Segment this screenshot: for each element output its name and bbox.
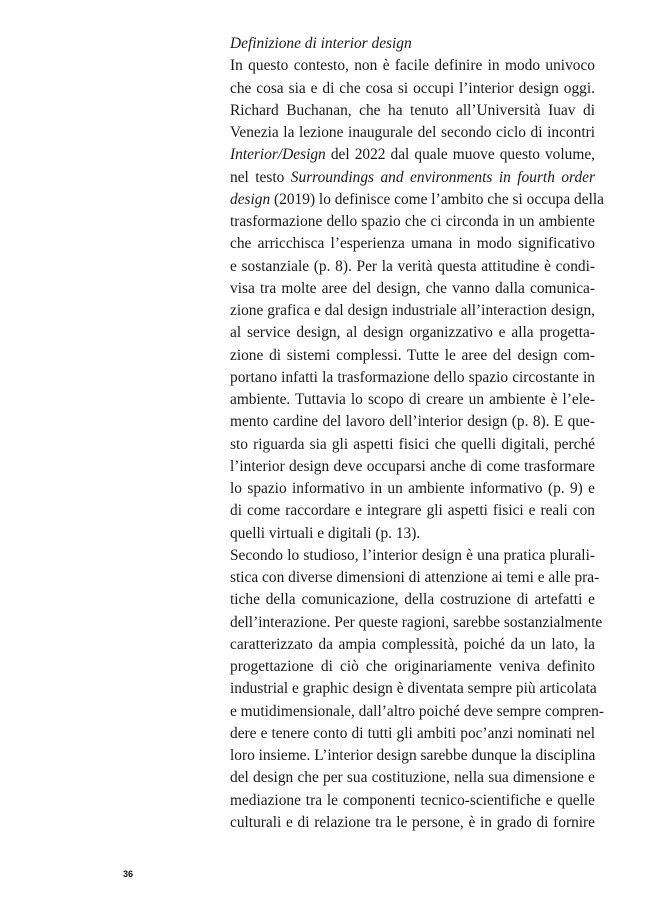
text-line: zione grafica e dal design industriale all’interaction design, xyxy=(230,302,595,319)
text-line: Richard Buchanan, che ha tenuto all’Università Iuav di xyxy=(230,101,595,119)
text-line: tiche della comunicazione, della costruzione di artefatti e xyxy=(230,591,595,609)
text-line: sto riguarda sia gli aspetti fisici che quelli digitali, perché xyxy=(230,435,595,453)
text-line: industrial e graphic design è diventata sempre più articolata xyxy=(230,680,597,698)
italic-title: Surroundings and environments in fourth order xyxy=(290,168,595,186)
text-line xyxy=(230,167,595,189)
text-line xyxy=(230,189,604,211)
text-line: loro insieme. L’interior design sarebbe dunque la disciplina xyxy=(230,747,596,764)
text-line: e sostanziale (p. 8). Per la verità questa attitudine è condi- xyxy=(230,257,595,275)
italic-title: design xyxy=(230,190,271,208)
text-line: portano infatti la trasformazione dello spazio circostante in xyxy=(230,368,595,386)
body-text-column xyxy=(230,33,604,834)
text-line: Venezia la lezione inaugurale del secondo ciclo di incontri xyxy=(230,124,595,141)
text-line: che cosa sia e di che cosa si occupi l’interior design oggi. xyxy=(230,79,595,97)
text-span: nel testo xyxy=(230,168,291,186)
text-line: caratterizzato da ampia complessità, poiché da un lato, la xyxy=(230,635,595,653)
text-line: lo spazio informativo in un ambiente informativo (p. 9) e xyxy=(230,480,595,497)
text-line: che arricchisca l’esperienza umana in modo significativo xyxy=(230,235,595,253)
text-line: zione di sistemi complessi. Tutte le aree del design com- xyxy=(230,346,595,364)
text-line: ambiente. Tuttavia lo scopo di creare un ambiente è l’ele- xyxy=(230,391,595,408)
text-line: del design che per sua costituzione, nella sua dimensione e xyxy=(230,769,595,787)
text-line: trasformazione dello spazio che ci circonda in un ambiente xyxy=(230,213,595,230)
text-line: e mutidimensionale, dall’altro poiché deve sempre compren- xyxy=(230,702,604,720)
text-line: culturali e di relazione tra le persone, è in grado di fornire xyxy=(230,813,595,831)
text-line: In questo contesto, non è facile definire in modo univoco xyxy=(230,57,595,75)
text-line: mento cardine del lavoro dell’interior design (p. 8). E que- xyxy=(230,413,595,431)
text-line: l’interior design deve occuparsi anche di come trasformare xyxy=(230,457,595,475)
text-span: (2019) lo definisce come l’ambito che si occupa della xyxy=(270,190,604,208)
text-line: visa tra molte aree del design, che vanno dalla comunica- xyxy=(230,279,595,297)
paragraph-2 xyxy=(230,545,604,834)
text-line: stica con diverse dimensioni di attenzione ai temi e alle pra- xyxy=(230,569,600,586)
text-line: dell’interazione. Per queste ragioni, sarebbe sostanzialmente xyxy=(230,613,603,631)
paragraph-1 xyxy=(230,55,604,545)
text-line: mediazione tra le componenti tecnico-scientifiche e quelle xyxy=(230,791,595,809)
text-line: dere e tenere conto di tutti gli ambiti poc’anzi nominati nel xyxy=(230,724,595,742)
text-span: del 2022 dal quale muove questo volume, xyxy=(325,146,595,164)
page-number: 36 xyxy=(123,869,134,879)
text-line: quelli virtuali e digitali (p. 13). xyxy=(230,524,421,542)
text-line: Secondo lo studioso, l’interior design è una pratica plurali- xyxy=(230,546,595,564)
text-line: progettazione di ciò che originariamente veniva definito xyxy=(230,658,595,675)
text-line xyxy=(230,144,595,166)
italic-title: Interior/Design xyxy=(230,146,326,164)
text-line: di come raccordare e integrare gli aspetti fisici e reali con xyxy=(230,502,595,520)
text-line: al service design, al design organizzativo e alla progetta- xyxy=(230,324,595,342)
section-heading: Definizione di interior design xyxy=(230,35,412,52)
